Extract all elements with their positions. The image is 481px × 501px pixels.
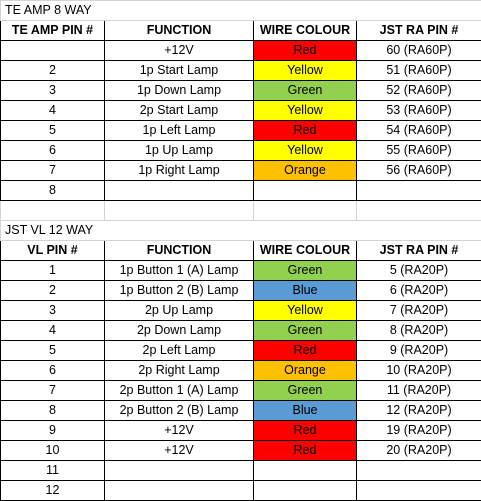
table-row	[1, 121, 481, 141]
wire-colour-cell: Green	[254, 381, 357, 401]
function-cell: +12V	[105, 41, 254, 61]
function-cell: 1p Start Lamp	[105, 61, 254, 81]
pin-cell: 6	[1, 361, 105, 381]
pin-cell: 5	[1, 341, 105, 361]
wire-colour-cell: Yellow	[254, 301, 357, 321]
wire-colour-cell: Blue	[254, 281, 357, 301]
table-row	[1, 161, 481, 181]
function-cell: 2p Right Lamp	[105, 361, 254, 381]
table-row	[1, 261, 481, 281]
jst-pin-cell: 56 (RA60P)	[357, 161, 481, 181]
spacer-row	[1, 201, 481, 221]
wire-colour-cell: Red	[254, 421, 357, 441]
wire-colour-cell: Yellow	[254, 141, 357, 161]
table-row	[1, 301, 481, 321]
function-cell: 2p Up Lamp	[105, 301, 254, 321]
function-cell: 1p Left Lamp	[105, 121, 254, 141]
jst-pin-cell: 60 (RA60P)	[357, 41, 481, 61]
function-cell: 1p Button 2 (B) Lamp	[105, 281, 254, 301]
table-row	[1, 181, 481, 201]
jst-pin-cell: 54 (RA60P)	[357, 121, 481, 141]
function-cell: 2p Start Lamp	[105, 101, 254, 121]
table-row	[1, 281, 481, 301]
function-cell: 2p Down Lamp	[105, 321, 254, 341]
jst-pin-cell: 19 (RA20P)	[357, 421, 481, 441]
te-amp-title-row	[1, 1, 481, 21]
wire-colour-cell	[254, 461, 357, 481]
wire-colour-cell	[254, 181, 357, 201]
jst-pin-cell: 10 (RA20P)	[357, 361, 481, 381]
pin-cell: 3	[1, 301, 105, 321]
pin-header: TE AMP PIN #	[1, 21, 105, 41]
wire-colour-cell: Green	[254, 321, 357, 341]
jst-pin-cell: 7 (RA20P)	[357, 301, 481, 321]
pin-cell: 10	[1, 441, 105, 461]
jst-vl-header-row	[1, 241, 481, 261]
pin-cell: 12	[1, 481, 105, 501]
jst-pin-cell: 53 (RA60P)	[357, 101, 481, 121]
jst-pin-cell	[357, 181, 481, 201]
function-header: FUNCTION	[105, 21, 254, 41]
jst-pin-cell: 55 (RA60P)	[357, 141, 481, 161]
wire-colour-cell	[254, 481, 357, 501]
function-cell: 1p Down Lamp	[105, 81, 254, 101]
jst-pin-cell: 12 (RA20P)	[357, 401, 481, 421]
empty-cell	[357, 201, 481, 221]
table-row	[1, 421, 481, 441]
wire-colour-cell: Red	[254, 441, 357, 461]
table-row	[1, 41, 481, 61]
function-cell: 1p Button 1 (A) Lamp	[105, 261, 254, 281]
jst-vl-title-row	[1, 221, 481, 241]
jst-pin-cell: 8 (RA20P)	[357, 321, 481, 341]
wire-colour-cell: Red	[254, 341, 357, 361]
table-row	[1, 441, 481, 461]
function-cell: 2p Button 2 (B) Lamp	[105, 401, 254, 421]
function-cell: +12V	[105, 441, 254, 461]
jst-pin-header: JST RA PIN #	[357, 241, 481, 261]
pin-cell	[1, 41, 105, 61]
function-cell	[105, 481, 254, 501]
wire-colour-header: WIRE COLOUR	[254, 21, 357, 41]
table-row	[1, 481, 481, 501]
pin-cell: 2	[1, 281, 105, 301]
jst-pin-cell: 5 (RA20P)	[357, 261, 481, 281]
pin-cell: 6	[1, 141, 105, 161]
pin-cell: 1	[1, 261, 105, 281]
jst-pin-cell: 52 (RA60P)	[357, 81, 481, 101]
jst-pin-cell: 11 (RA20P)	[357, 381, 481, 401]
empty-cell	[105, 201, 254, 221]
function-header: FUNCTION	[105, 241, 254, 261]
table-row	[1, 361, 481, 381]
table-row	[1, 401, 481, 421]
pin-cell: 4	[1, 321, 105, 341]
wire-colour-cell: Orange	[254, 161, 357, 181]
table-row	[1, 461, 481, 481]
wire-colour-cell: Orange	[254, 361, 357, 381]
pin-cell: 8	[1, 401, 105, 421]
table-row	[1, 61, 481, 81]
function-cell	[105, 181, 254, 201]
table-row	[1, 101, 481, 121]
pin-cell: 7	[1, 381, 105, 401]
wire-colour-cell: Yellow	[254, 61, 357, 81]
table-row	[1, 321, 481, 341]
function-cell: 2p Button 1 (A) Lamp	[105, 381, 254, 401]
table-row	[1, 381, 481, 401]
jst-pin-cell: 9 (RA20P)	[357, 341, 481, 361]
wire-colour-cell: Red	[254, 41, 357, 61]
wire-colour-cell: Yellow	[254, 101, 357, 121]
function-cell: +12V	[105, 421, 254, 441]
function-cell	[105, 461, 254, 481]
pin-cell: 11	[1, 461, 105, 481]
wire-colour-cell: Red	[254, 121, 357, 141]
pin-cell: 2	[1, 61, 105, 81]
te-amp-title: TE AMP 8 WAY	[1, 1, 481, 21]
wire-colour-header: WIRE COLOUR	[254, 241, 357, 261]
jst-vl-title: JST VL 12 WAY	[1, 221, 481, 241]
pin-cell: 7	[1, 161, 105, 181]
empty-cell	[254, 201, 357, 221]
wire-colour-cell: Green	[254, 81, 357, 101]
wire-colour-cell: Green	[254, 261, 357, 281]
table-row	[1, 341, 481, 361]
jst-pin-cell	[357, 461, 481, 481]
table-row	[1, 141, 481, 161]
function-cell: 1p Up Lamp	[105, 141, 254, 161]
pin-header: VL PIN #	[1, 241, 105, 261]
pin-cell: 9	[1, 421, 105, 441]
jst-pin-cell	[357, 481, 481, 501]
jst-pin-header: JST RA PIN #	[357, 21, 481, 41]
pin-cell: 3	[1, 81, 105, 101]
jst-pin-cell: 20 (RA20P)	[357, 441, 481, 461]
jst-pin-cell: 6 (RA20P)	[357, 281, 481, 301]
jst-pin-cell: 51 (RA60P)	[357, 61, 481, 81]
pin-cell: 4	[1, 101, 105, 121]
pin-cell: 5	[1, 121, 105, 141]
function-cell: 2p Left Lamp	[105, 341, 254, 361]
pin-cell: 8	[1, 181, 105, 201]
empty-cell	[1, 201, 105, 221]
function-cell: 1p Right Lamp	[105, 161, 254, 181]
te-amp-header-row	[1, 21, 481, 41]
wire-colour-cell: Blue	[254, 401, 357, 421]
table-row	[1, 81, 481, 101]
